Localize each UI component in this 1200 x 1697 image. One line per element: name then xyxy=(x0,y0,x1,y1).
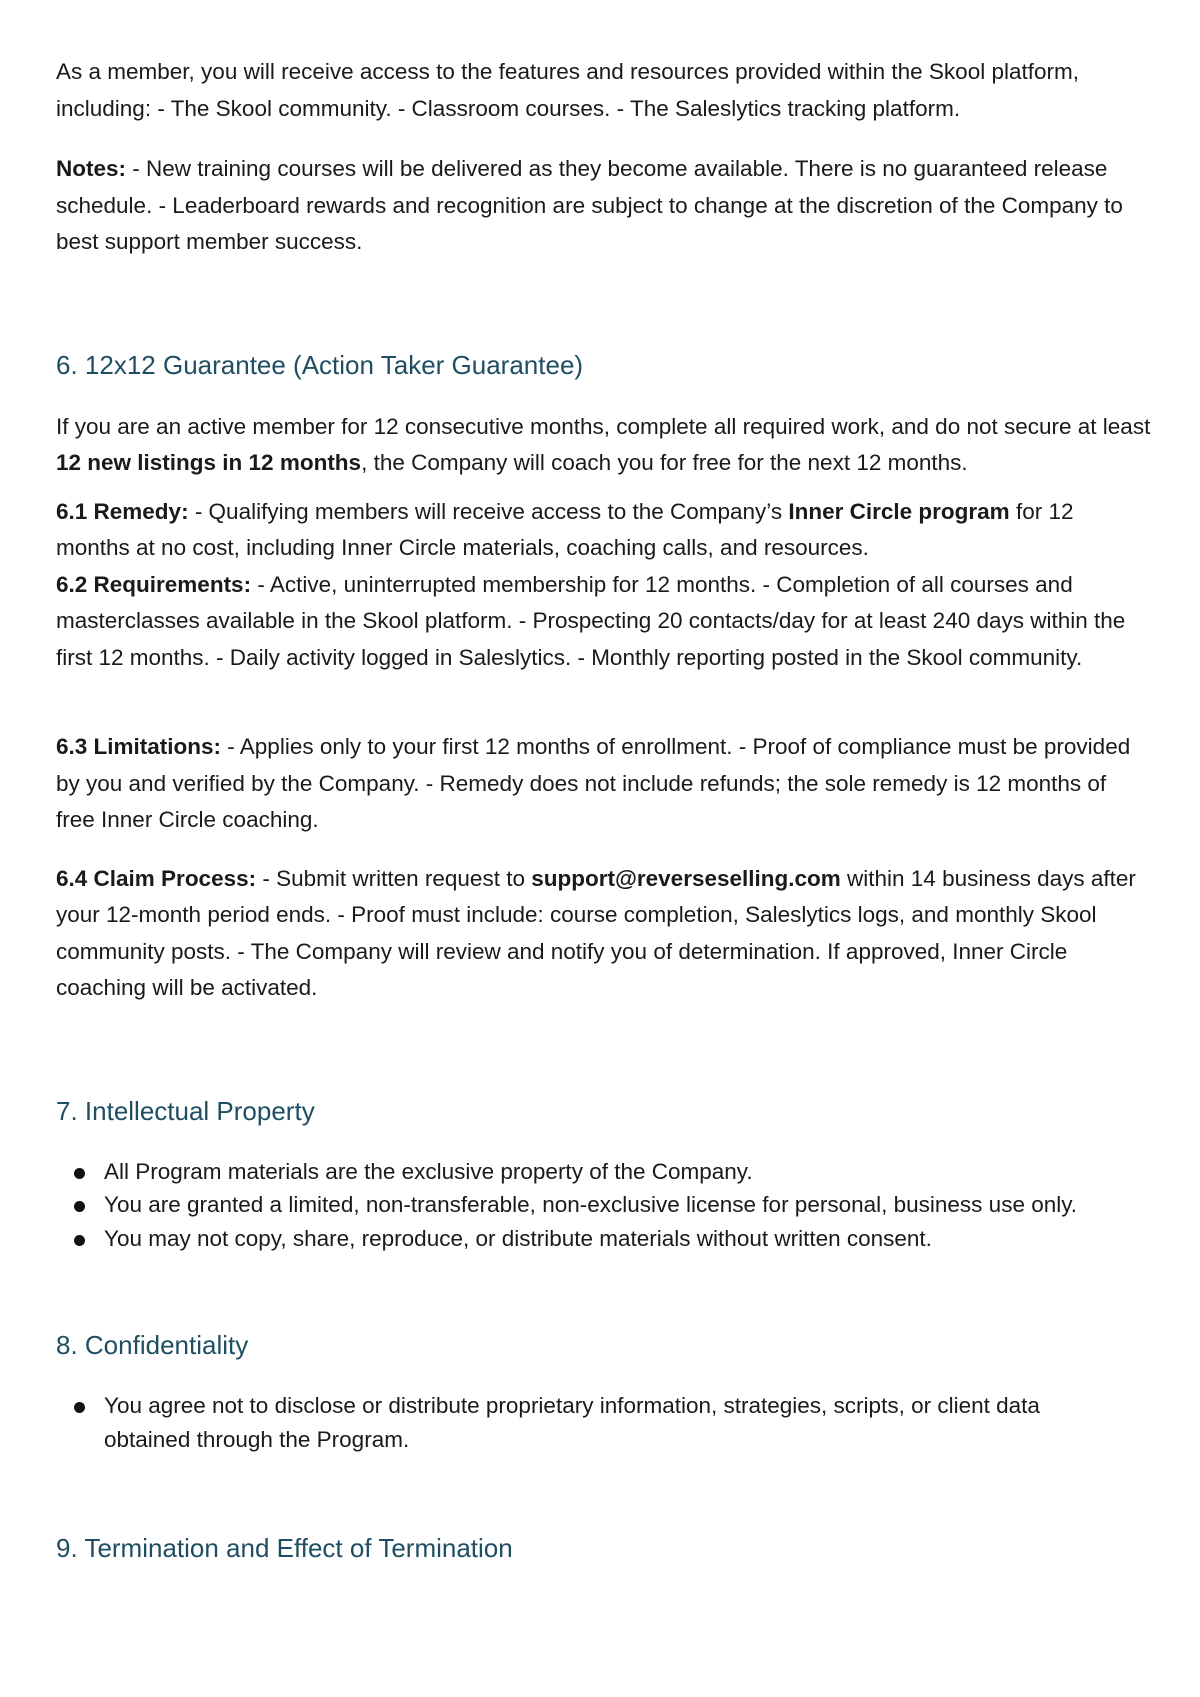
support-email: support@reverseselling.com xyxy=(531,865,841,891)
confidentiality-list xyxy=(56,1389,1116,1456)
section-8-heading: 8. Confidentiality xyxy=(56,1330,249,1360)
requirements-paragraph xyxy=(56,567,1151,677)
bullet-icon xyxy=(74,1235,85,1246)
requirements-label: 6.2 Requirements: xyxy=(56,571,252,597)
document-content xyxy=(56,54,1156,1566)
intellectual-property-list xyxy=(56,1155,1156,1256)
claim-process-text-b: within 14 business days after your 12-month period ends. - Proof must include: course completion, Saleslytics logs, and monthly Skool community posts. - The Company will review and notify you of determination. If approved, Inner Circle coaching will be activated. xyxy=(56,865,1136,1000)
guarantee-intro-text-b: , the Company will coach you for free for the next 12 months. xyxy=(361,450,968,475)
limitations-label: 6.3 Limitations: xyxy=(56,734,222,759)
notes-text: - New training courses will be delivered as they become available. There is no guaranteed release schedule. - Leaderboard rewards and recognition are subject to change at the discretion of the Company to best support member success. xyxy=(56,156,1123,254)
claim-process-paragraph xyxy=(56,861,1156,1007)
bullet-icon xyxy=(74,1402,85,1413)
remedy-paragraph xyxy=(56,494,1136,567)
guarantee-intro-text-a: If you are an active member for 12 consecutive months, complete all required work, and do not secure at least xyxy=(56,413,1151,439)
guarantee-intro-paragraph xyxy=(56,409,1156,482)
membership-access-paragraph xyxy=(56,54,1141,127)
remedy-text-b: for 12 months at no cost, including Inner Circle materials, coaching calls, and resources. xyxy=(56,498,1074,560)
claim-process-label: 6.4 Claim Process: xyxy=(56,865,257,891)
membership-access-text: As a member, you will receive access to the features and resources provided within the Skool platform, including: - The Skool community. - Classroom courses. - The Saleslytics tracking platform. xyxy=(56,59,1079,121)
remedy-text-a: - Qualifying members will receive access to the Company’s xyxy=(188,498,789,524)
claim-process-text-a: - Submit written request to xyxy=(256,865,532,891)
bullet-icon xyxy=(74,1201,85,1212)
list-item xyxy=(56,1155,1156,1189)
bullet-icon xyxy=(74,1168,85,1179)
list-item-text: You are granted a limited, non-transferable, non-exclusive license for personal, business use only. xyxy=(104,1192,1078,1217)
remedy-label: 6.1 Remedy: xyxy=(56,498,189,524)
list-item xyxy=(56,1222,1156,1256)
section-7-heading: 7. Intellectual Property xyxy=(56,1095,315,1126)
limitations-paragraph xyxy=(56,729,1146,839)
guarantee-intro-bold: 12 new listings in 12 months xyxy=(56,450,362,475)
section-9-heading: 9. Termination and Effect of Termination xyxy=(56,1533,513,1563)
list-item xyxy=(56,1188,1156,1222)
list-item-text: You may not copy, share, reproduce, or distribute materials without written consent. xyxy=(104,1225,932,1251)
list-item-text: You agree not to disclose or distribute proprietary information, strategies, scripts, or client data obtained through the Program. xyxy=(104,1393,1040,1452)
list-item xyxy=(56,1389,1116,1456)
list-item-text: All Program materials are the exclusive property of the Company. xyxy=(104,1158,753,1184)
section-6-heading: 6. 12x12 Guarantee (Action Taker Guarantee) xyxy=(56,349,584,380)
remedy-bold: Inner Circle program xyxy=(788,498,1010,524)
notes-label: Notes: xyxy=(56,156,127,181)
requirements-text: - Active, uninterrupted membership for 12 months. - Completion of all courses and masterclasses available in the Skool platform. - Prospecting 20 contacts/day for at least 240 days within the first 12 months. - Daily activity logged in Saleslytics. - Monthly reporting posted in the Skool community. xyxy=(56,571,1126,670)
notes-paragraph xyxy=(56,151,1156,261)
limitations-text: - Applies only to your first 12 months of enrollment. - Proof of compliance must be provided by you and verified by the Company. - Remedy does not include refunds; the sole remedy is 12 months of free Inner Circle coaching. xyxy=(56,734,1131,832)
